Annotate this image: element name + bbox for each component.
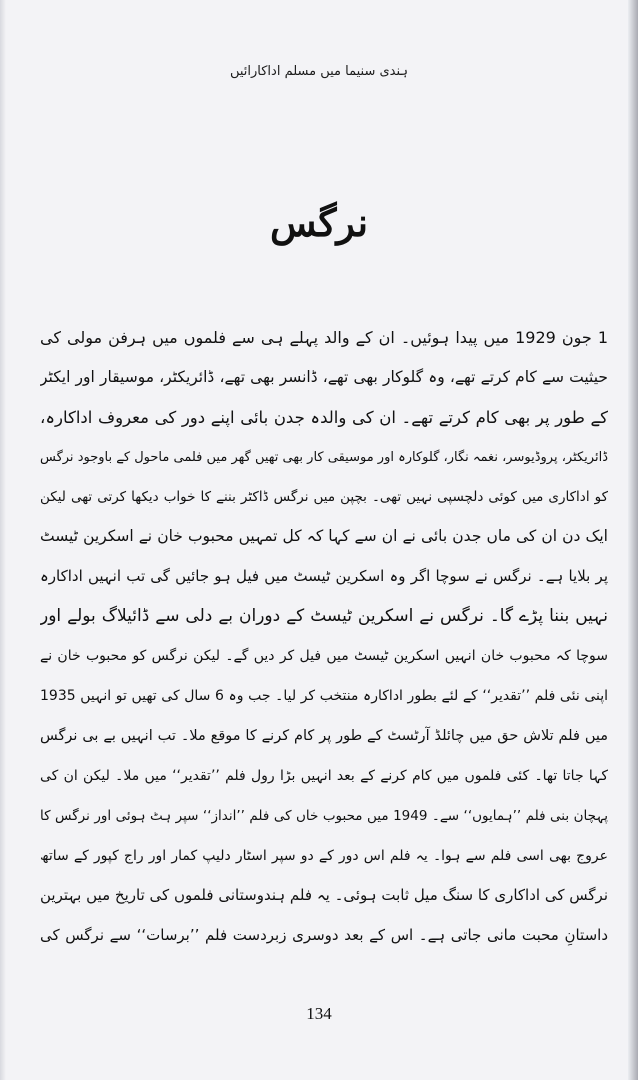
text-line: ایک دن ان کی ماں جدن بائی نے ان سے کہا کہ کل تمہیں محبوب خان نے اسکرین ٹیسٹ <box>40 527 608 546</box>
text-line: سوچا کہ محبوب خان انہیں اسکرین ٹیسٹ میں فیل کر دیں گے۔ لیکن نرگس کو محبوب خان نے <box>40 648 608 665</box>
text-line: کہا جاتا تھا۔ کئی فلموں میں کام کرنے کے بعد انہیں بڑا رول فلم ’’تقدیر‘‘ میں ملا۔ لیکن ان کی <box>40 767 608 784</box>
text-line: کے طور پر بھی کام کرتے تھے۔ ان کی والدہ جدن بائی اپنے دور کی معروف اداکارہ، <box>40 407 608 427</box>
text-line: داستانِ محبت مانی جاتی ہے۔ اس کے بعد دوسری زبردست فلم ’’برسات‘‘ سے نرگس کی <box>40 926 608 945</box>
text-line: پر بلایا ہے۔ نرگس نے سوچا اگر وہ اسکرین ٹیسٹ میں فیل ہو جائیں گی تب انہیں اداکارہ <box>40 567 608 586</box>
chapter-title: نرگس <box>269 200 369 245</box>
page-number: 134 <box>306 1004 332 1023</box>
text-line: نرگس کی اداکاری کا سنگ میل ثابت ہوئی۔ یہ فلم ہندوستانی فلموں کی تاریخ میں بہترین <box>40 886 608 905</box>
text-line: میں فلم تلاش حق میں چائلڈ آرٹسٹ کے طور پر کام کرنے کا موقع ملا۔ تب انہیں بے بی نرگس <box>40 727 608 744</box>
text-line: نہیں بننا پڑے گا۔ نرگس نے اسکرین ٹیسٹ کے دوران بے دلی سے ڈائیلاگ بولے اور <box>40 606 608 627</box>
text-line: پہچان بنی فلم ’’ہمایوں‘‘ سے۔ 1949 میں محبوب خاں کی فلم ’’انداز‘‘ سپر ہٹ ہوئی اور نرگس کا <box>40 807 608 824</box>
text-line: ڈائریکٹر، پروڈیوسر، نغمہ نگار، گلوکارہ اور موسیقی کار بھی تھیں گھر میں فلمی ماحول کے باوجود نرگس <box>40 449 608 465</box>
text-line: 1 جون 1929 میں پیدا ہوئیں۔ ان کے والد پہلے ہی سے فلموں میں ہرفن مولی کی <box>40 328 608 347</box>
running-header: ہندی سنیما میں مسلم اداکارائیں <box>229 64 409 79</box>
text-line: حیثیت سے کام کرتے تھے، وہ گلوکار بھی تھے، ڈانسر بھی تھے، ڈائریکٹر، موسیقار اور ایکٹر <box>40 367 608 386</box>
text-line: عروج بھی اسی فلم سے ہوا۔ یہ فلم اس دور کے دو سپر اسٹار دلیپ کمار اور راج کپور کے ساتھ <box>40 847 608 864</box>
text-line: اپنی نئی فلم ’’تقدیر‘‘ کے لئے بطور اداکارہ منتخب کر لیا۔ جب وہ 6 سال کی تھیں تو انہیں 1935 <box>40 688 608 705</box>
body-text <box>40 318 608 956</box>
text-line: کو اداکاری میں کوئی دلچسپی نہیں تھی۔ بچپن میں نرگس ڈاکٹر بننے کا خواب دیکھا کرتی تھی لیکن <box>40 488 608 505</box>
